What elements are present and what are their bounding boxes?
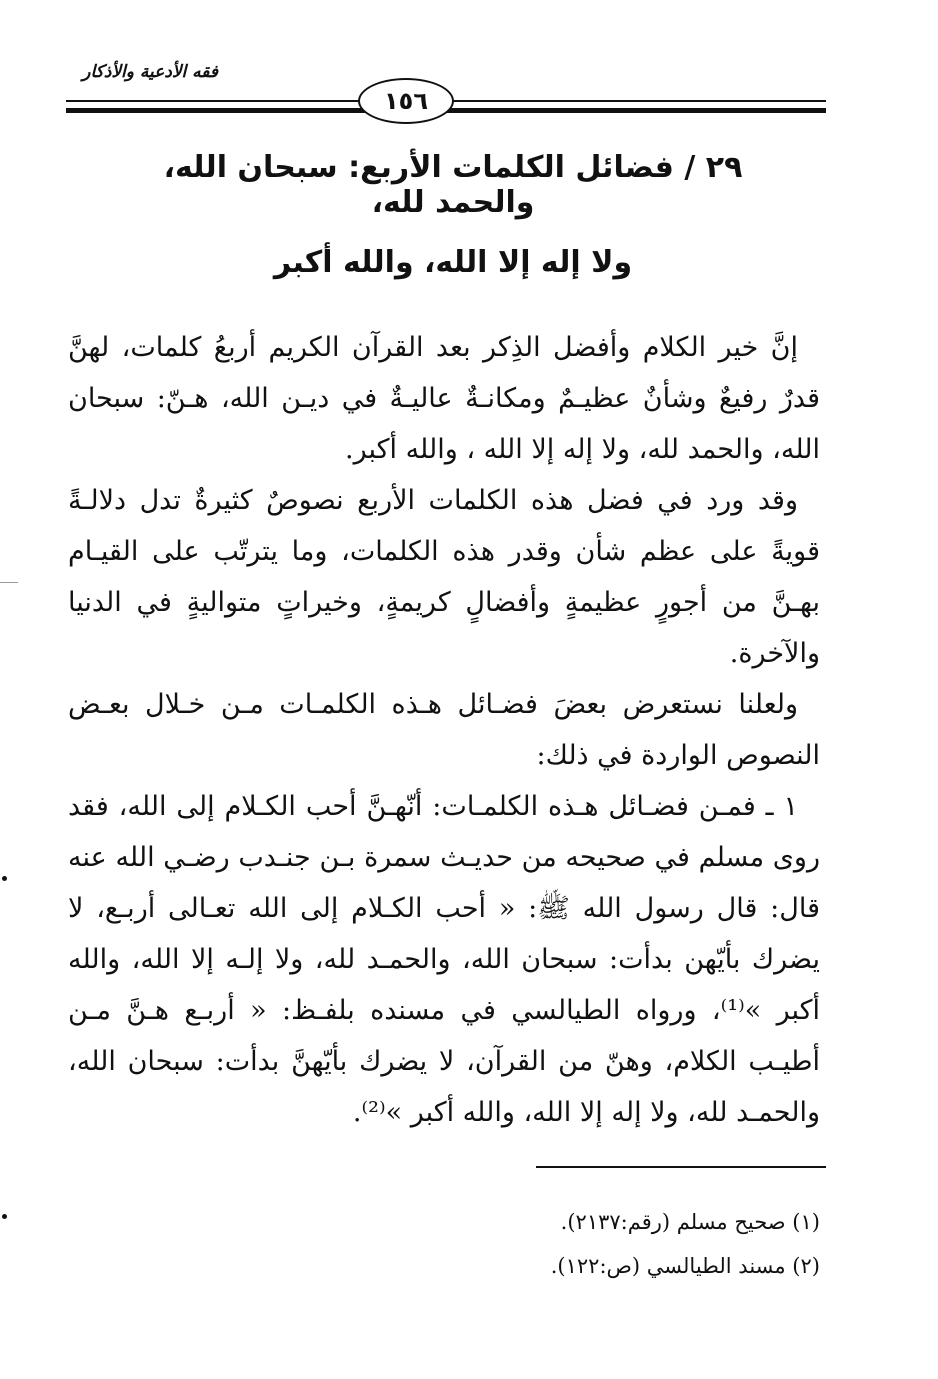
footnote: (١) صحيح مسلم (رقم:٢١٣٧). [560,1210,820,1234]
footnote-separator [536,1166,826,1168]
footnote: (٢) مسند الطيالسي (ص:١٢٢). [550,1254,820,1278]
scan-speck [2,876,7,881]
chapter-title-line-1: ٢٩ / فضائل الكلمات الأربع: سبحان الله، والحمد لله، [163,150,743,220]
paragraph: ولعلنا نستعرض بعضَ فضـائل هـذه الكلمـات مـن خـلال بعـض النصوص الواردة في ذلك: [68,689,820,771]
chapter-title-line-2: ولا إله إلا الله، والله أكبر [273,245,633,280]
footnotes [320,1200,820,1288]
paragraph: وقد ورد في فضل هذه الكلمات الأربع نصوصٌ كثيرةٌ تدل دلالـةً قويةً على عظم شأن وقدر هذه الكلمات، وما يترتّب على القيـام بهـنَّ من أجورٍ عظيمةٍ وأفضالٍ كريمةٍ، وخيراتٍ متواليةٍ في الدنيا والآخرة. [68,485,820,669]
page-number-badge: ١٥٦ [358,78,454,124]
scan-mark [0,582,18,583]
paragraph: ١ ـ فمـن فضـائل هـذه الكلمـات: أنّهـنَّ أحب الكـلام إلى الله، فقد روى مسلم في صحيحه من حديـث سمرة بـن جنـدب رضـي الله عنه قال: قال رسول الله ﷺ: « أحب الكـلام إلى الله تعـالى أربـع، لا يضرك بأيّهن بدأت: سبحان الله، والحمـد لله، ولا إلـه إلا الله، والله أكبر »⁽¹⁾، ورواه الطيالسي في مسنده بلفـظ: « أربـع هـنَّ مـن أطيـب الكلام، وهنّ من القرآن، لا يضرك بأيّهنَّ بدأت: سبحان الله، والحمـد لله، ولا إله إلا الله، والله أكبر »⁽²⁾. [68,791,820,1128]
running-title: فقه الأدعية والأذكار [82,62,218,82]
body-text [68,322,820,1138]
paragraph: إنَّ خير الكلام وأفضل الذِكر بعد القرآن الكريم أربعُ كلمات، لهنَّ قدرٌ رفيعٌ وشأنٌ عظيـمٌ ومكانـةٌ عاليـةٌ في ديـن الله، هـنّ: سبحان الله، والحمد لله، ولا إله إلا الله ، والله أكبر. [68,332,820,465]
scan-speck [2,1214,7,1219]
